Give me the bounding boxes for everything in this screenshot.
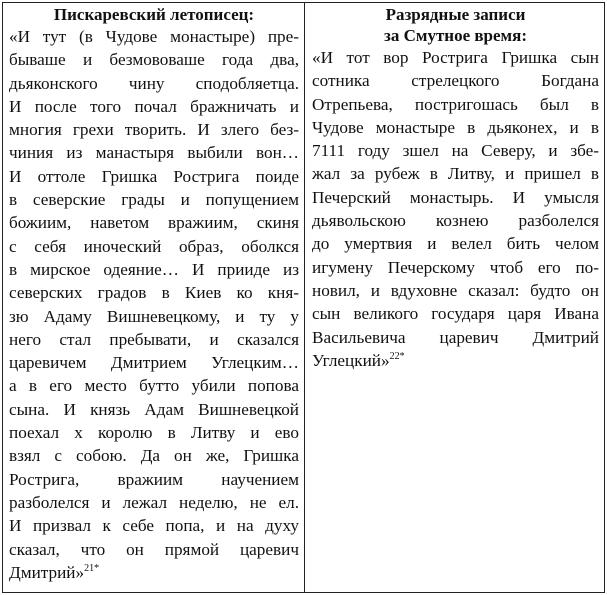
pisk-line: И оттоле Гришка Рострига поиде xyxy=(9,166,299,186)
pisk-line: царевичем Дмитрием Углецким… xyxy=(9,353,299,373)
footnote-ref-21[interactable]: 21* xyxy=(84,562,100,574)
pisk-header: Пискаревский летописец: xyxy=(53,5,255,24)
pisk-line: И после того почал бражничать и xyxy=(9,96,299,116)
pisk-line: многия грехи творить. И злего без- xyxy=(9,120,299,140)
razryad-line: 7111 году зшел на Северу, и збе- xyxy=(312,141,599,161)
comparison-table xyxy=(2,2,605,593)
pisk-last-text: Дмитрий» xyxy=(9,562,85,582)
pisk-last-line xyxy=(9,561,299,584)
pisk-line: И призвал к себе попа, и на духу xyxy=(9,516,299,536)
razryad-line: Васильевича царевич Дмитрий xyxy=(312,327,599,347)
pisk-line: поехал х королю в Литву и ево xyxy=(9,423,299,443)
pisk-line: «И тут (в Чудове монастыре) пре- xyxy=(9,27,299,46)
pisk-line: него стал пребывати, и сказался xyxy=(9,329,299,349)
razryad-line: сын великого государя царя Ивана xyxy=(312,304,599,324)
razryad-text xyxy=(312,46,599,372)
pisk-line: с себя иноческий образ, оболкся xyxy=(9,236,299,256)
razryad-line: дьявольскою кознею разболелся xyxy=(312,211,599,231)
razryad-last-text: Углецкий» xyxy=(312,350,390,370)
razryad-line: игумену Печерскому чтоб его по- xyxy=(312,257,599,277)
razryad-line: Чудове монастыре в дьяконех, и в xyxy=(312,117,599,137)
razryad-line: до умертвия и велел бить челом xyxy=(312,234,599,254)
pisk-line: разболелся и лежал неделю, не ел. xyxy=(9,492,299,512)
pisk-line: чиния из манастыря выбили вон… xyxy=(9,143,299,163)
pisk-column xyxy=(3,3,305,592)
razryad-line: новил, и вдуховне сказал: будто он xyxy=(312,280,599,300)
razryad-header-line2: за Смутное время: xyxy=(384,26,527,45)
razryad-line: Печерский монастырь. И умысля xyxy=(312,187,599,207)
pisk-line: бываше и безмововаше года два, xyxy=(9,50,299,70)
pisk-line: взял с собою. Да он же, Гришка xyxy=(9,446,299,466)
pisk-line: а в его место бутто убили попова xyxy=(9,376,299,396)
razryad-line: сотника стрелецкого Богдана xyxy=(312,71,599,91)
pisk-line: сына. И князь Адам Вишневецкой xyxy=(9,399,299,419)
pisk-line: дьяконского чину сподобляетца. xyxy=(9,73,299,93)
razryad-header xyxy=(312,3,599,46)
razryad-line: «И тот вор Рострига Гришка сын xyxy=(312,48,599,67)
razryad-line: жал за рубеж в Литву, и пришел в xyxy=(312,164,599,184)
razryad-header-line1: Разрядные записи xyxy=(385,5,526,24)
pisk-line: божиим, наветом вражиим, скиня xyxy=(9,213,299,233)
footnote-ref-22[interactable]: 22* xyxy=(389,350,405,362)
razryad-column xyxy=(305,3,604,592)
razryad-last-line xyxy=(312,349,599,372)
pisk-line: в мирское одеяние… И прииде из xyxy=(9,259,299,279)
razryad-line: Отрепьева, постригошась был в xyxy=(312,94,599,114)
pisk-line: северских градов в Киев ко кня- xyxy=(9,283,299,303)
pisk-line: зю Адаму Вишневецкому, и ту у xyxy=(9,306,299,326)
pisk-line: Рострига, вражиим научением xyxy=(9,469,299,489)
pisk-line: сказал, что он прямой царевич xyxy=(9,539,299,559)
pisk-line: в северские грады и попущением xyxy=(9,190,299,210)
pisk-text xyxy=(9,25,299,584)
